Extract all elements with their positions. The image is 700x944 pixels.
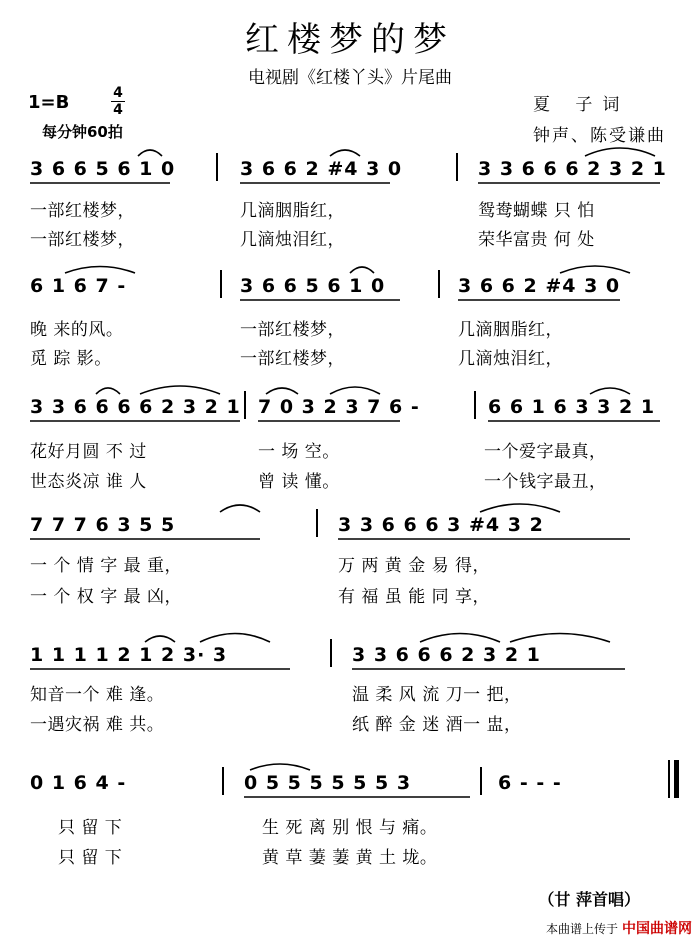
singer-credit: （甘 萍首唱） — [538, 890, 640, 909]
time-signature-top: 4 — [113, 85, 123, 101]
composer-credit: 钟声、陈受谦曲 — [533, 126, 666, 146]
slur — [140, 386, 220, 394]
lyric-verse-1: 万 两 黄 金 易 得， — [338, 556, 491, 576]
slur — [420, 634, 500, 643]
site-logo-text: 中国曲谱网 — [622, 921, 692, 937]
lyric-verse-2: 只 留 下 — [58, 848, 123, 868]
notation-measure: 3 6 6 2 #4 3 0 — [458, 275, 621, 297]
lyric-verse-1: 几滴胭脂红， — [458, 320, 563, 340]
notation-measure: 6 - - - — [498, 772, 562, 794]
notation-measure: 3 6 6 5 6 1 0 — [30, 158, 176, 180]
slur — [220, 505, 260, 512]
notation-measure: 7 7 7 6 3 5 5 — [30, 514, 176, 536]
lyric-verse-2: 几滴烛泪红， — [240, 230, 345, 250]
lyric-verse-1: 生 死 离 别 恨 与 痛。 — [262, 818, 438, 838]
lyric-verse-2: 觅 踪 影。 — [30, 349, 112, 369]
notation-measure: 3 6 6 2 #4 3 0 — [240, 158, 403, 180]
lyric-verse-2: 一遇灾祸 难 共。 — [30, 715, 165, 735]
notation-measure: 3 3 6 6 6 2 3 2 1 — [352, 644, 541, 666]
slur — [266, 388, 298, 394]
lyric-verse-1: 一个爱字最真， — [484, 442, 607, 462]
lyric-verse-2: 一个钱字最丑， — [484, 472, 607, 492]
lyric-verse-1: 一部红楼梦， — [30, 201, 135, 221]
slur — [590, 388, 630, 394]
lyric-verse-1: 晚 来的风。 — [30, 320, 124, 340]
notation-measure: 3 3 6 6 6 2 3 2 1 — [478, 158, 667, 180]
time-signature-bottom: 4 — [113, 102, 123, 118]
footer-watermark — [546, 918, 692, 938]
notation-measure: 6 6 1 6 3 3 2 1 — [488, 396, 656, 418]
slur — [510, 634, 610, 643]
lyric-verse-2: 世态炎凉 谁 人 — [30, 472, 147, 492]
lyric-verse-2: 曾 读 懂。 — [258, 472, 340, 492]
lyric-verse-1: 知音一个 难 逢。 — [30, 685, 165, 705]
lyric-verse-1: 花好月圆 不 过 — [30, 442, 147, 462]
slur — [480, 504, 560, 512]
lyric-verse-2: 一部红楼梦， — [30, 230, 135, 250]
slur — [250, 764, 310, 770]
slur — [560, 266, 630, 273]
slur — [585, 148, 655, 156]
tempo-marking: 每分钟60拍 — [42, 123, 123, 141]
slur — [65, 267, 135, 274]
notation-measure: 3 3 6 6 6 3 #4 3 2 — [338, 514, 544, 536]
lyric-verse-2: 几滴烛泪红， — [458, 349, 563, 369]
lyric-verse-2: 有 福 虽 能 同 享， — [338, 587, 491, 607]
slur — [200, 634, 270, 643]
lyric-verse-2: 纸 醉 金 迷 酒一 盅， — [352, 715, 522, 735]
notation-measure: 0 1 6 4 - — [30, 772, 127, 794]
slur — [145, 636, 175, 642]
lyric-verse-2: 荣华富贵 何 处 — [478, 230, 595, 250]
song-title: 红楼梦的梦 — [245, 20, 455, 60]
lyric-verse-1: 温 柔 风 流 刀一 把， — [352, 685, 522, 705]
key-signature: 1=B — [28, 92, 70, 113]
lyric-verse-1: 几滴胭脂红， — [240, 201, 345, 221]
notation-measure: 3 6 6 5 6 1 0 — [240, 275, 386, 297]
slur — [330, 150, 360, 156]
slur — [138, 150, 162, 156]
lyricist-credit: 夏 子词 — [533, 95, 630, 115]
slur — [330, 387, 380, 394]
lyric-verse-2: 一部红楼梦， — [240, 349, 345, 369]
footer-upload-text: 本曲谱上传于 — [545, 922, 618, 936]
notation-measure: 7 0 3 2 3 7 6 - — [258, 396, 420, 418]
slur — [96, 388, 120, 394]
notation-measure: 6 1 6 7 - — [30, 275, 127, 297]
notation-measure: 3 3 6 6 6 6 2 3 2 1 — [30, 396, 241, 418]
lyric-verse-1: 一部红楼梦， — [240, 320, 345, 340]
notation-measure: 0 5 5 5 5 5 5 3 — [244, 772, 412, 794]
lyric-verse-1: 鸳鸯蝴蝶 只 怕 — [478, 201, 595, 221]
slur — [350, 267, 374, 273]
song-subtitle: 电视剧《红楼丫头》片尾曲 — [248, 68, 452, 88]
lyric-verse-1: 一 个 情 字 最 重， — [30, 556, 183, 576]
lyric-verse-2: 一 个 权 字 最 凶， — [30, 587, 183, 607]
lyric-verse-1: 一 场 空。 — [258, 442, 340, 462]
notation-measure: 1 1 1 1 2 1 2 3· 3 — [30, 644, 228, 666]
lyric-verse-2: 黄 草 萋 萋 黄 土 垅。 — [262, 848, 438, 868]
lyric-verse-1: 只 留 下 — [58, 818, 123, 838]
